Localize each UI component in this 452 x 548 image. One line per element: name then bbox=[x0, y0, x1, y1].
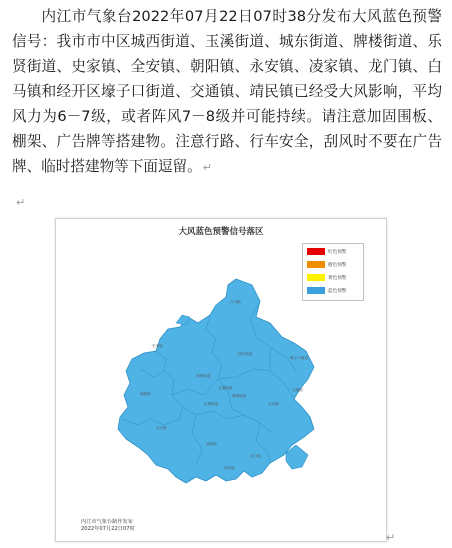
empty-paragraph-mark: ↵ bbox=[16, 196, 26, 209]
place-label: 凌家镇 bbox=[206, 442, 217, 446]
map-footer bbox=[81, 519, 135, 533]
neijiang-region-shape bbox=[118, 279, 314, 483]
legend-label: 红色预警 bbox=[328, 249, 347, 255]
legend-swatch-blue bbox=[307, 287, 325, 294]
legend-swatch-orange bbox=[307, 261, 325, 268]
place-label: 永安镇 bbox=[156, 426, 167, 430]
place-label: 乐贤街道 bbox=[204, 402, 219, 406]
legend-label: 橙色预警 bbox=[328, 262, 347, 268]
paragraph-mark: ↵ bbox=[202, 161, 212, 174]
place-label: 城东街道 bbox=[238, 352, 253, 356]
map-title: 大风蓝色预警信号落区 bbox=[178, 227, 264, 237]
legend-item-blue bbox=[307, 287, 346, 294]
legend-swatch-yellow bbox=[307, 274, 325, 281]
place-label: 牌楼街道 bbox=[232, 394, 247, 398]
place-label: 史家镇 bbox=[152, 344, 163, 348]
warning-text: 内江市气象台2022年07月22日07时38分发布大风蓝色预警信号：我市市中区城西街道、玉溪街道、城东街道、牌楼街道、乐贤街道、史家镇、全安镇、朝阳镇、永安镇、凌家镇、龙门镇、白马镇和经开区壕子口街道、交通镇、靖民镇已经受大风影响，平均风力为6－7级，或者阵风7－8级并可能持续。请注意加固围板、棚架、广告牌等搭建物。注意行路、行车安全，刮风时不要在广告牌、临时搭建物等下面逗留。 bbox=[12, 8, 442, 175]
legend-item-yellow bbox=[307, 274, 346, 281]
place-label: 靖民镇 bbox=[224, 466, 235, 470]
warning-map-image bbox=[55, 218, 387, 542]
document-body bbox=[12, 4, 442, 180]
place-label: 交通镇 bbox=[292, 388, 303, 392]
image-paragraph-mark: ↵ bbox=[386, 531, 396, 544]
legend-item-orange bbox=[307, 261, 346, 268]
place-label: 全安镇 bbox=[268, 402, 279, 406]
place-label: 朝阳镇 bbox=[140, 392, 151, 396]
legend-swatch-red bbox=[307, 248, 325, 255]
warning-paragraph bbox=[12, 4, 442, 180]
map-footer-date: 2022年07月22日07时 bbox=[81, 526, 135, 532]
map-footer-publisher: 内江市气象台制作发布 bbox=[81, 519, 133, 525]
place-label: 玉溪街道 bbox=[218, 386, 233, 390]
place-label: 白马镇 bbox=[230, 300, 241, 304]
place-label: 城西街道 bbox=[196, 374, 211, 378]
legend-label: 蓝色预警 bbox=[328, 288, 347, 294]
map-legend bbox=[302, 243, 364, 301]
place-label: 壕子口街道 bbox=[290, 356, 308, 360]
place-label: 龙门镇 bbox=[250, 454, 261, 458]
legend-item-red bbox=[307, 248, 346, 255]
legend-label: 黄色预警 bbox=[328, 275, 347, 281]
